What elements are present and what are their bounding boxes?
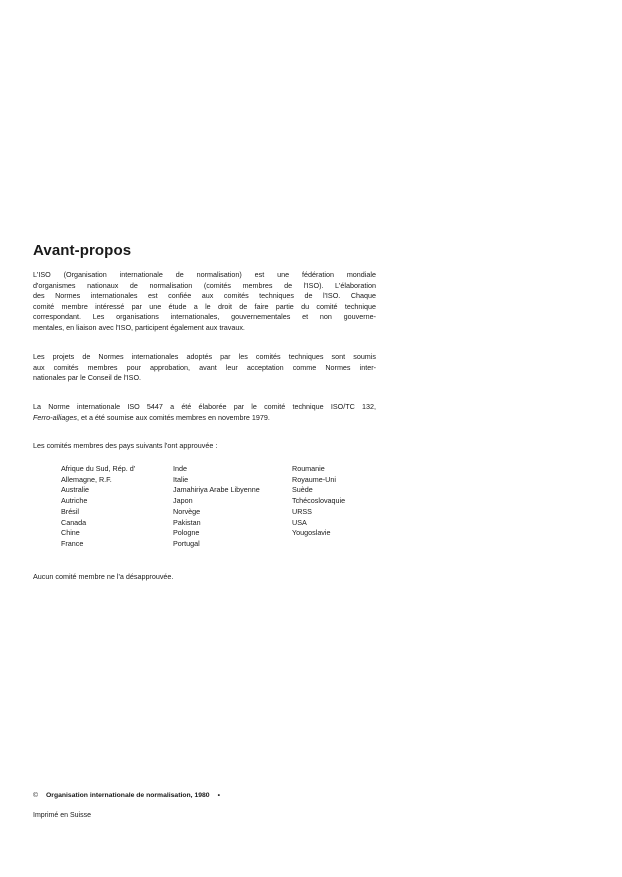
country-item: Portugal (173, 538, 200, 548)
country-item: Chine (61, 528, 80, 538)
country-item: USA (292, 517, 307, 527)
country-item: Jamahiriya Arabe Libyenne (173, 485, 260, 495)
country-item: Afrique du Sud, Rép. d' (61, 464, 136, 473)
country-item: Autriche (61, 496, 88, 506)
text-line: d'organismes nationaux de normalisation (comités membres de l'ISO). L'élaboration (33, 280, 376, 290)
country-item: URSS (292, 506, 312, 516)
country-item: Inde (173, 464, 187, 473)
country-item: Pakistan (173, 517, 201, 527)
text-line: nationales par le Conseil de l'ISO. (33, 373, 142, 382)
text-line (33, 413, 376, 424)
foreword-paragraph-iso (33, 270, 376, 333)
country-item: Italie (173, 474, 189, 484)
text-line: correspondant. Les organisations internationales, gouvernementales et non gouverne- (33, 312, 376, 321)
copyright-text: Organisation internationale de normalisation, 1980 (46, 792, 210, 799)
text-fragment: , et a été soumise aux comités membres en novembre 1979. (76, 412, 270, 422)
country-list-column-2 (173, 464, 260, 550)
country-list-column-1 (61, 464, 135, 550)
country-item: France (61, 538, 84, 548)
country-item: Norvège (173, 506, 201, 516)
copyright-notice (33, 792, 220, 799)
disapproval-statement: Aucun comité membre ne l'a désapprouvée. (33, 572, 174, 581)
country-item: Australie (61, 485, 89, 495)
printed-in-notice: Imprimé en Suisse (33, 812, 91, 819)
text-line: mentales, en liaison avec l'ISO, participent également aux travaux. (33, 322, 245, 332)
copyright-symbol: © (33, 792, 39, 799)
country-item: Royaume-Uni (292, 474, 336, 484)
country-item: Roumanie (292, 464, 325, 473)
bullet-icon: • (217, 792, 220, 799)
country-item: Tchécoslovaquie (292, 496, 346, 506)
text-line: comité membre intéressé par une étude a le droit de faire partie du comité technique (33, 301, 376, 311)
foreword-paragraph-approval (33, 352, 376, 384)
committee-title: Ferro-alliages (33, 412, 77, 422)
text-line: aux comités membres pour approbation, avant leur acceptation comme Normes inter- (33, 362, 376, 372)
text-line: L'ISO (Organisation internationale de normalisation) est une fédération mondiale (33, 270, 376, 279)
page-title: Avant-propos (33, 242, 132, 259)
country-item: Yougoslavie (292, 528, 331, 538)
country-item: Brésil (61, 506, 79, 516)
country-item: Allemagne, R.F. (61, 474, 112, 484)
text-line: Les projets de Normes internationales adoptés par les comités techniques sont soumis (33, 352, 376, 361)
country-item: Pologne (173, 528, 200, 538)
country-item: Japon (173, 496, 193, 506)
text-line: des Normes internationales est confiée aux comités techniques de l'ISO. Chaque (33, 291, 376, 300)
text-line: La Norme internationale ISO 5447 a été élaborée par le comité technique ISO/TC 132, (33, 402, 376, 411)
approving-members-intro: Les comités membres des pays suivants l'ont approuvée : (33, 441, 218, 450)
country-item: Canada (61, 517, 87, 527)
country-item: Suède (292, 485, 313, 495)
country-list-column-3 (292, 464, 345, 539)
foreword-paragraph-standard (33, 402, 376, 423)
